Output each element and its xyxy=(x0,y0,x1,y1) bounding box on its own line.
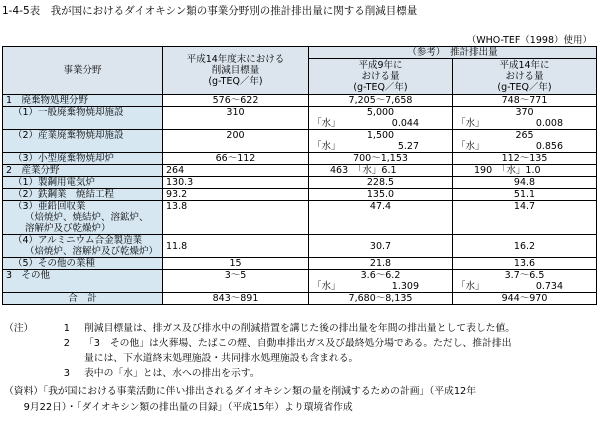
row-name: 2 産業分野 xyxy=(3,165,163,177)
notes xyxy=(4,321,515,381)
row-name: （5）その他の業種 xyxy=(3,258,163,270)
table-row: （1）製鋼用電気炉 130.3 228.5 94.8 xyxy=(3,177,597,189)
note-1: （注） 1 削減目標量は、排ガス及び排水中の削減措置を講じた後の排出量を年間の排出量として表した値。 xyxy=(4,323,516,334)
row-name: 3 その他 xyxy=(3,270,163,293)
note-3: 3 表中の「水」とは、水への排出を示す。 xyxy=(63,368,260,379)
row-name: （3）小型廃棄物焼却炉 xyxy=(3,153,163,165)
table-row: （1）一般廃棄物焼却施設 310 5,000 「水」 0.044 370 「水」 0.008 xyxy=(3,107,597,130)
table-row: （2）産業廃棄物焼却施設 200 1,500 「水」 5.27 265 「水」 0.856 xyxy=(3,130,597,153)
page-title: 1-4-5表 我が国におけるダイオキシン類の事業分野別の推計排出量に関する削減目標量 xyxy=(2,5,418,17)
reduction-target-table xyxy=(2,46,597,305)
note-2: 2 「3 その他」は火葬場、たばこの煙、自動車排出ガス及び最終処分場である。ただし、推計排出 xyxy=(63,338,512,349)
row-name: （1）製鋼用電気炉 xyxy=(3,177,163,189)
table-row: （3）小型廃棄物焼却炉 66～112 700～1,153 112～135 xyxy=(3,153,597,165)
unit-note: （WHO-TEF（1998）使用） xyxy=(466,35,592,46)
row-name: 合 計 xyxy=(3,293,163,305)
total-row: 合 計 843～891 7,680～8,135 944～970 xyxy=(3,293,597,305)
table-row: （5）その他の業種 15 21.8 13.6 xyxy=(3,258,597,270)
header-sector: 事業分野 xyxy=(3,47,163,95)
row-name: （2）鉄鋼業 焼結工程 xyxy=(3,189,163,201)
table-row: （4）アルミニウム合金製造業 （焙焼炉、溶解炉及び乾燥炉） 11.8 30.7 16.2 xyxy=(3,235,597,258)
row-name: 1 廃棄物処理分野 xyxy=(3,95,163,107)
table-row: （3）亜鉛回収業 （焙焼炉、焼結炉、溶鉱炉、 溶解炉及び乾燥炉） 13.8 47.4 14.7 xyxy=(3,201,597,235)
row-name: （4）アルミニウム合金製造業 （焙焼炉、溶解炉及び乾燥炉） xyxy=(3,235,163,258)
table-row: 2 産業分野 264 463 「水」6.1 190 「水」1.0 xyxy=(3,165,597,177)
row-name: （2）産業廃棄物焼却施設 xyxy=(3,130,163,153)
table-row: 1 廃棄物処理分野 576～622 7,205～7,658 748～771 xyxy=(3,95,597,107)
row-name: （3）亜鉛回収業 （焙焼炉、焼結炉、溶鉱炉、 溶解炉及び乾燥炉） xyxy=(3,201,163,235)
note-2-cont: 量には、下水道終末処理施設・共同排水処理施設も含まれる。 xyxy=(84,353,359,364)
header-reference: （参考） 推計排出量 xyxy=(309,47,597,59)
header-h14: 平成14年に おける量 (g-TEQ／年) xyxy=(453,59,597,95)
table-row: （2）鉄鋼業 焼結工程 93.2 135.0 51.1 xyxy=(3,189,597,201)
row-name: （1）一般廃棄物焼却施設 xyxy=(3,107,163,130)
table-row: 3 その他 3～5 3.6～6.2 「水」 1.309 3.7～6.5 「水」 0.734 xyxy=(3,270,597,293)
header-h9: 平成9年に おける量 (g-TEQ／年) xyxy=(309,59,453,95)
header-target: 平成14年度末における 削減目標量 (g-TEQ／年) xyxy=(163,47,309,95)
source: （資料）「我が国における事業活動に伴い排出されるダイオキシン類の量を削減するための計画」（平成12年 9月22日）・「ダイオキシン類の排出量の目録」（平成15年）より環境省作成 xyxy=(4,386,477,413)
